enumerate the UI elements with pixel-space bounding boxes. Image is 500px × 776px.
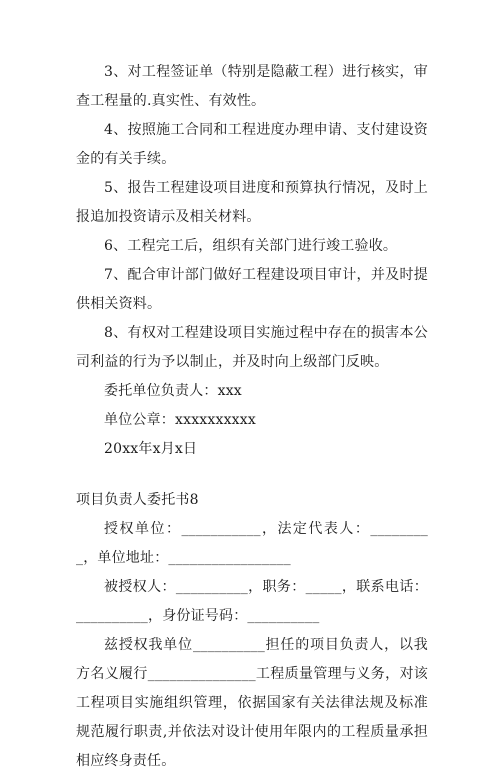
clause-4: 4、按照施工合同和工程进度办理申请、支付建设资金的有关手续。: [76, 122, 428, 167]
clause-3: 3、对工程签证单（特别是隐蔽工程）进行核实，审查工程量的.真实性、有效性。: [76, 64, 428, 109]
principal-line: 委托单位负责人：xxx: [104, 383, 242, 399]
clause-5: 5、报告工程建设项目进度和预算执行情况，及时上报追加投资请示及相关材料。: [76, 180, 428, 225]
clause-6: 6、工程完工后，组织有关部门进行竣工验收。: [104, 238, 398, 254]
clause-7: 7、配合审计部门做好工程建设项目审计，并及时提供相关资料。: [76, 267, 428, 312]
date-line: 20xx年x月x日: [104, 441, 198, 457]
authorization-statement-paragraph: 兹授权我单位__________担任的项目负责人，以我方名义履行_______________工程质量管理与义务，对该工程项目实施组织管理，依据国家有关法律法规及标准规范履行职责,并依法对设计使用年限内的工程质量承担相应终身责任。: [76, 637, 428, 769]
authorized-person-paragraph: 被授权人：__________，职务：_____，联系电话：__________，身份证号码：__________: [76, 579, 428, 624]
clause-8: 8、有权对工程建设项目实施过程中存在的损害本公司利益的行为予以制止，并及时向上级部门反映。: [76, 325, 428, 370]
seal-line: 单位公章：xxxxxxxxxx: [104, 412, 256, 428]
section-spacer: [76, 464, 428, 486]
authorizing-unit-paragraph: 授权单位：___________，法定代表人：_________，单位地址：_________________: [76, 521, 428, 566]
document-page: [76, 58, 428, 776]
section-title: 项目负责人委托书8: [76, 492, 199, 508]
